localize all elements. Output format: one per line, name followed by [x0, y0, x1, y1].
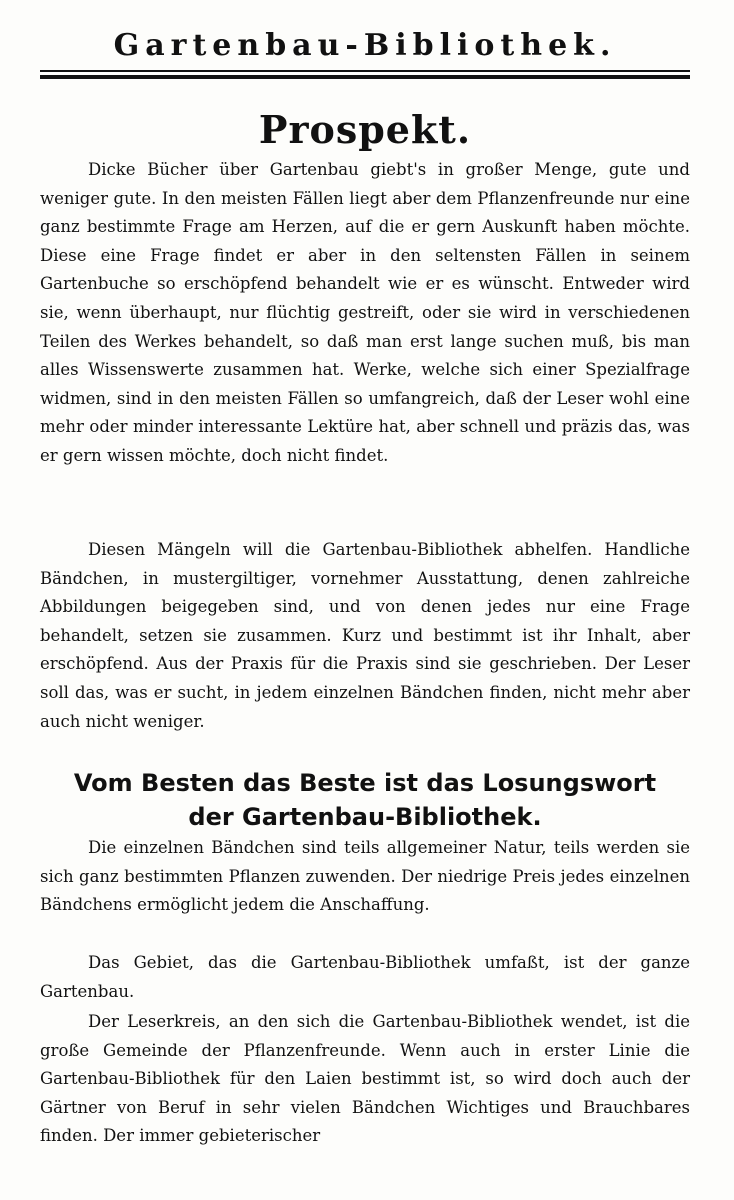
paragraph-4: Das Gebiet, das die Gartenbau-Bibliothek umfaßt, ist der ganze Gartenbau. [40, 953, 690, 1001]
page-title: Prospekt. [258, 107, 472, 152]
running-header: Gartenbau-Bibliothek. [113, 28, 617, 63]
paragraph-5: Der Leserkreis, an den sich die Gartenbau-Bibliothek wendet, ist die große Gemeinde der Pflanzenfreunde. Wenn auch in erster Linie die Gartenbau-Bibliothek für den Laien bestimmt ist, so wird doch auch der Gärtner von Beruf in sehr vielen Bändchen Wichtiges und Brauchbares finden. Der immer gebieterischer [40, 1012, 690, 1146]
motto-line-2: der Gartenbau-Bibliothek. [188, 803, 542, 831]
paragraph-2: Diesen Mängeln will die Gartenbau-Bibliothek abhelfen. Handliche Bändchen, in mustergiltiger, vornehmer Ausstattung, denen zahlreiche Abbildungen beigegeben sind, und von denen jedes nur eine Frage behandelt, setzen sie zusammen. Kurz und bestimmt ist ihr Inhalt, aber erschöpfend. Aus der Praxis für die Praxis sind sie geschrieben. Der Leser soll das, was er sucht, in jedem einzelnen Bändchen finden, nicht mehr aber auch nicht weniger. [40, 540, 690, 731]
paragraph-1: Dicke Bücher über Gartenbau giebt's in großer Menge, gute und weniger gute. In den meisten Fällen liegt aber dem Pflanzenfreunde nur eine ganz bestimmte Frage am Herzen, auf die er gern Auskunft haben möchte. Diese eine Frage findet er aber in den seltensten Fällen in seinem Gartenbuche so erschöpfend behandelt wie er es wünscht. Entweder wird sie, wenn überhaupt, nur flüchtig gestreift, oder sie wird in verschiedenen Teilen des Werkes behandelt, so daß man erst lange suchen muß, bis man alles Wissenswerte zusammen hat. Werke, welche sich einer Spezialfrage widmen, sind in den meisten Fällen so umfangreich, daß der Leser wohl eine mehr oder minder interessante Lektüre hat, aber schnell und präzis das, was er gern wissen möchte, doch nicht findet. [40, 160, 690, 465]
motto-heading [40, 766, 690, 834]
paragraph-fourth-block [40, 949, 690, 1006]
motto-line-1: Vom Besten das Beste ist das Losungswort [73, 769, 657, 797]
header-rule-thin [40, 70, 690, 72]
header-rule-thick [40, 75, 690, 79]
paragraph-intro-block [40, 156, 690, 471]
paragraph-3: Die einzelnen Bändchen sind teils allgemeiner Natur, teils werden sie sich ganz bestimmten Pflanzen zuwenden. Der niedrige Preis jedes einzelnen Bändchens ermöglicht jedem die Anschaffung. [40, 838, 690, 915]
paragraph-second-block [40, 536, 690, 736]
paragraph-third-block [40, 834, 690, 920]
paragraph-fifth-block [40, 1008, 690, 1151]
